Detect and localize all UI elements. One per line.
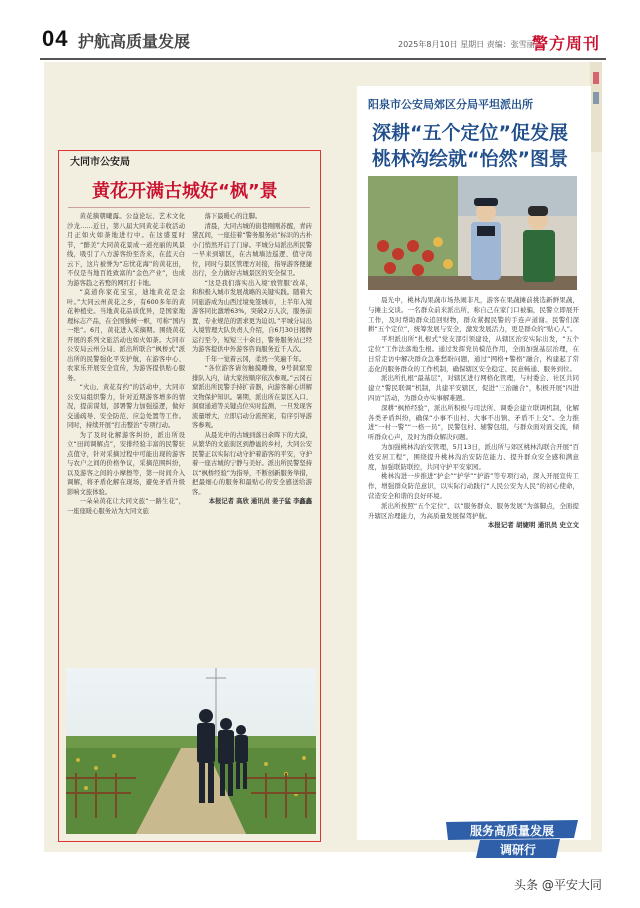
left-article-unit: 大同市公安局	[70, 157, 130, 168]
badge-text-line-2: 调研行	[499, 843, 537, 857]
right-article-title-line-1: 深耕“五个定位”促发展	[372, 122, 568, 144]
right-paragraph: 派出所扎根“最基层”，对辖区进行网格化管理，与村委会、社区共同建立“警民联调”机制，共建平安辖区，促进“三治融合”，积极开展“四进四访”活动，为群众办实事解难题。	[368, 374, 579, 402]
section-title: 护航高质量发展	[78, 32, 191, 51]
left-col2-paragraph: “各位游客请勿触摸雕像，9号洞窟需排队入内，请大家按顺序依次参观。”云冈石窟派出所民警手持扩音器，向游客耐心讲解文物保护知识。暑期，派出所在景区入口、洞窟通道等关键点位实时监测，一旦发现客流量增大，立即启动分流预案，有序引导游客参观。	[192, 365, 312, 429]
right-article-unit: 阳泉市公安局郊区分局平坦派出所	[368, 98, 533, 111]
right-paragraph: 平坦派出所“扎根式”党支部引领建设，从辖区治安实际出发，“五个定位”工作法落地生根。通过发挥党员模范作用，全面加强基层治理，在日常走访中解决群众急难愁盼问题，通过“网格+警格”融合，构建起了常态化的服务群众的工作机制，确保辖区安全稳定、民意畅通、服务到位。	[368, 335, 579, 373]
left-col2-paragraph: 千年一觉着云冈，柔然一笑遍千年。	[204, 355, 306, 363]
right-article-body	[368, 296, 579, 822]
left-col2-paragraph: 从晨光中的古城到落日余晖下的大漠，从繁华的文旅街区到静谧的乡村，大同公安民警正以实际行动守护着游客的平安，守护着一座古城的宁静与美好。派出所民警坚持以“枫桥经验”为指导，不断创新服务举措，把最细心的服务和最贴心的安全感送给游客。	[192, 431, 312, 496]
left-col2-paragraph: 清晨，大同古城的街巷刚刚苏醒，青砖黛瓦间，一座挂着“警务服务站”标识的古朴小门悄然开启了门扉。平城分局派出所民警一早来到辖区，在古城墙边巡逻、值守岗位，同时与景区管理方对接，指导游客便捷出行，全力做好古城景区的安全保卫。	[192, 222, 312, 277]
page-number: 04	[42, 26, 69, 51]
right-article-photo	[368, 176, 577, 290]
left-article-column-2	[192, 212, 312, 664]
left-col1-paragraph: “火山、黄花有约”的活动中，大同市公安局组织警力，针对近期游客增多的情况，提前谋划，部署警力加强巡逻，做好交通疏导、安全防范、应急处置等工作。同时，持续开展“打击整治”专项行动。	[67, 384, 185, 429]
left-col1-paragraph: “莫道你家花宝宝，迪地黄花是金叶。”大同云州黄花之乡，有600多年的黄花种植史。当地黄花品质优异，是国家地理标志产品，在全国独树一帜，可称“国内一绝”。6月，黄花进入采摘期。围绕黄花开展的系列文旅活动也如火如荼。大同市公安局云州分局、派出所联合“枫桥式”派出所的民警强化平安护航，在游客中心、农家乐开展安全宣传，为游客提供贴心服务。	[67, 289, 185, 382]
right-article-title-line-2: 桃林沟绘就“怡然”图景	[372, 148, 568, 170]
left-article-column-1	[67, 212, 185, 664]
left-col1-paragraph: 为了及时化解游客纠纷，派出所设立“田间调解点”，安排经验丰富的民警驻点值守，针对采摘过程中可能出现的游客与农户之间的价格争议，采摘范围纠纷，以及游客之间的小摩擦等，第一时间介入调解，将矛盾化解在现场，避免矛盾升级影响文旅体验。	[67, 431, 185, 496]
right-paragraph: 为加强桃林沟治安管理，5月13日，派出所与郊区桃林沟联合开展“百姓安居工程”，围绕提升桃林沟治安防范能力、提升群众安全感和满意度，加强联防联控，共同守护平安家园。	[368, 442, 579, 471]
platform-watermark: 头条 @平安大同	[514, 878, 602, 892]
right-paragraph: 深耕“枫桥经验”，派出所积极与司法所、调委会建立联调机制，化解各类矛盾纠纷，确保“小事不出村、大事不出镇、矛盾不上交”。全力推进“一村一警”“一格一员”，民警包村、辅警包组，与群众面对面交流，倾听群众心声，及时为群众解决问题。	[368, 403, 579, 442]
decorative-strip	[590, 62, 602, 152]
left-title-rule	[68, 207, 310, 208]
badge-text-line-1: 服务高质量发展	[469, 824, 555, 838]
masthead-logo: 警方周刊	[532, 34, 601, 53]
research-tour-badge	[440, 818, 582, 860]
left-col1-paragraph: 黄花摘朝曦露。公益论坛、艺术文化沙龙……近日，第八届大同黄花丰收活动月正如火如荼地进行中。在这盛夏时节，“醉美”大同黄花景成一道亮丽的风景线，吸引了八方游客纷至沓来，在蓝天白云下，这片被誉为“忘忧花海”的黄花田，不仅是当地百姓致富的“金色产业”，也成为游客趋之若鹜的网红打卡地。	[67, 213, 185, 287]
header-divider	[40, 58, 606, 60]
left-col2-paragraph: 落下最暖心的注脚。	[204, 213, 262, 220]
right-paragraph: 桃林沟进一步推进“护企”“护学”“护游”等专项行动，深入开展宣传工作，增强群众防范意识，以实际行动践行“人民公安为人民”的初心使命，营造安全和谐的良好环境。	[368, 472, 579, 500]
right-paragraph: 晨光中，桃林沟果蔬市场热闹非凡，游客在果蔬摊前挑选新鲜果蔬，与摊主交谈。一名群众前来派出所，称自己在家门口被骗，民警立即展开工作，及时帮助群众追回财物，群众紧握民警的手连声道谢。民警们深耕“五个定位”，统筹发展与安全，激发发展活力，更是群众的“贴心人”。	[368, 296, 579, 334]
left-article-title: 黄花开满古城好“枫”景	[92, 181, 278, 202]
right-paragraph: 派出所按照“五个定位”，以“服务群众、服务发展”为落脚点，全面提升辖区治理能力，为高质量发展保驾护航。	[368, 501, 579, 520]
header-date-line: 2025年8月10日 星期日 责编：张雪丽	[398, 40, 535, 49]
right-article-byline: 本报记者 胡婕明 通讯员 史立文	[487, 521, 579, 530]
left-col2-paragraph: “这是我们落实出入境‘放管服’改革，和积极入城市发展战略的关键实践。随着大同旅游成为山西过境免签城市，上半年入境游客同比激增63%，突破2万人次，服务前置、专业规范的需求更为迫切。”平城分局出入境管理大队负责人介绍，自6月30日揭牌运行至今，短短三十余日，警务服务站已经为游客提供中外游客咨询服务近千人次。	[192, 279, 312, 353]
left-col1-paragraph: 一朵朵黄花让大同文旅“一路生花”，一座座暖心服务站为大同文旅	[67, 498, 185, 515]
left-article-byline: 本报记者 高欣 通讯员 姜子猛 李鑫鑫	[208, 498, 312, 505]
left-article-photo	[66, 668, 316, 834]
